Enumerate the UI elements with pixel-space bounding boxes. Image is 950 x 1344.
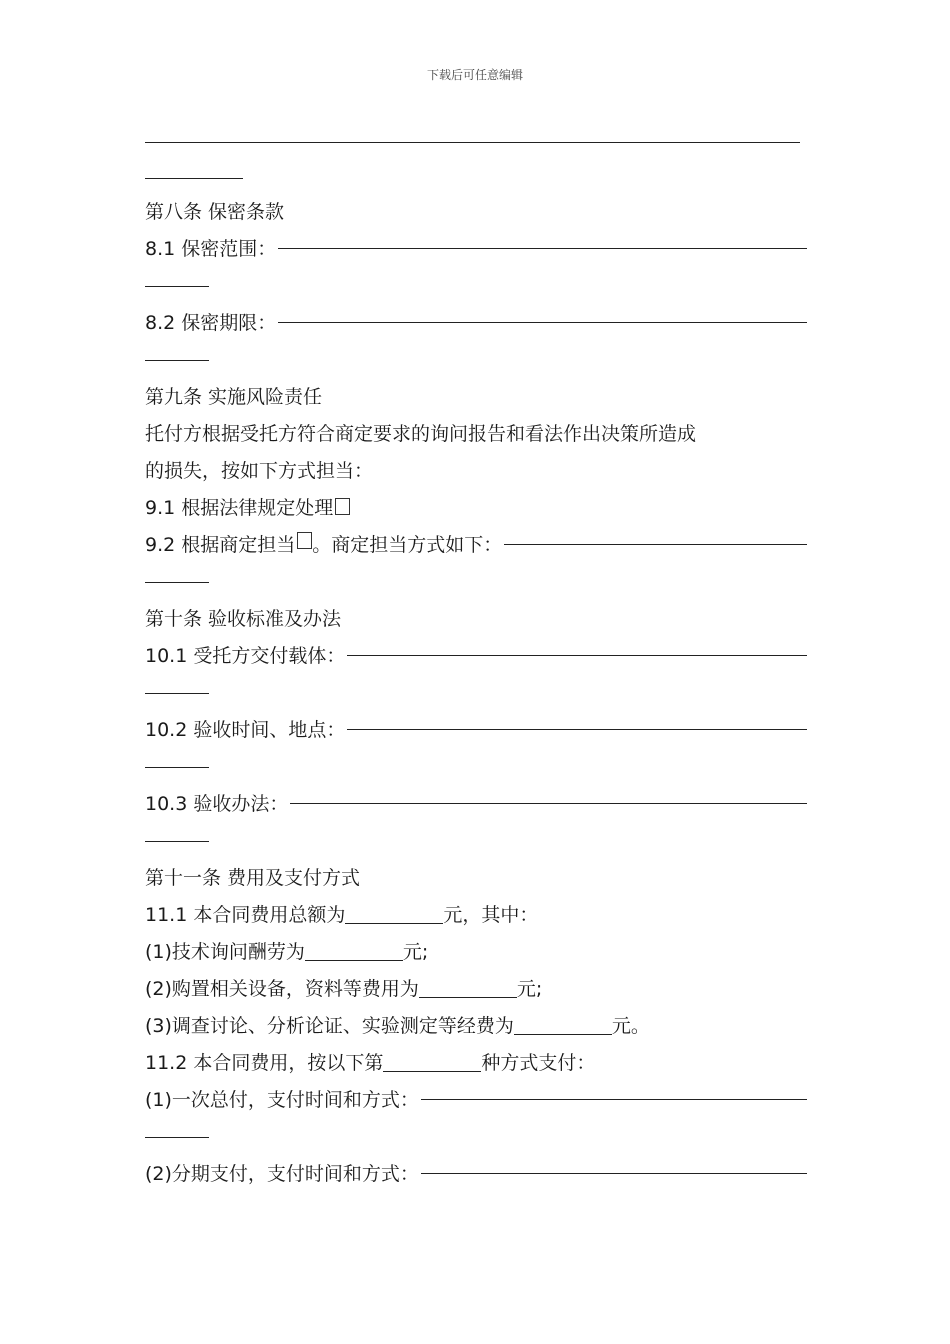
fill-blank[interactable] <box>278 322 807 323</box>
section-11-1-unit: 元，其中： <box>443 904 539 926</box>
sub3-unit: 元。 <box>611 1015 650 1037</box>
section-11-2-pay2 <box>145 1156 807 1193</box>
checkbox[interactable] <box>297 532 312 549</box>
fill-blank[interactable] <box>419 977 517 998</box>
section-8-1-label: 8.1 保密范围： <box>145 238 277 260</box>
section-8-title: 第八条 保密条款 <box>145 201 285 223</box>
fill-blank[interactable] <box>345 903 443 924</box>
sub2-label: (2)购置相关设备，资料等费用为 <box>145 978 419 1000</box>
fill-blank-tail <box>145 582 209 583</box>
blank-continuation <box>145 120 807 194</box>
fill-blank[interactable] <box>278 248 807 249</box>
section-11-2 <box>145 1045 807 1082</box>
section-8-1 <box>145 231 807 268</box>
section-9-1-label: 9.1 根据法律规定处理 <box>145 497 334 519</box>
section-11-1-sub1 <box>145 934 807 971</box>
section-11-title: 第十一条 费用及支付方式 <box>145 867 361 889</box>
section-10-1 <box>145 638 807 675</box>
fill-blank[interactable] <box>514 1014 612 1035</box>
pay2-label: (2)分期支付，支付时间和方式： <box>145 1163 419 1185</box>
fill-blank-tail <box>145 360 209 361</box>
section-11-1-sub2 <box>145 971 807 1008</box>
section-9-2-label: 9.2 根据商定担当 <box>145 534 296 556</box>
fill-blank[interactable] <box>504 544 807 545</box>
section-10-3-tail <box>145 823 807 860</box>
section-8-2-label: 8.2 保密期限： <box>145 312 277 334</box>
section-8-2-tail <box>145 342 807 379</box>
fill-blank[interactable] <box>421 1173 807 1174</box>
section-9-title: 第九条 实施风险责任 <box>145 386 323 408</box>
section-10-3-label: 10.3 验收办法： <box>145 793 289 815</box>
section-11-1-sub3 <box>145 1008 807 1045</box>
section-11-1 <box>145 897 807 934</box>
section-9-1 <box>145 490 807 527</box>
section-8-1-tail <box>145 268 807 305</box>
section-8-2 <box>145 305 807 342</box>
section-9-para-line2: 的损失，按如下方式担当： <box>145 460 374 482</box>
section-10-1-tail <box>145 675 807 712</box>
fill-blank-tail <box>145 286 209 287</box>
sub2-unit: 元; <box>516 978 543 1000</box>
section-11-2-pay1 <box>145 1082 807 1119</box>
sub3-label: (3)调查讨论、分析论证、实验测定等经费为 <box>145 1015 514 1037</box>
fill-blank-tail <box>145 841 209 842</box>
section-10-1-label: 10.1 受托方交付载体： <box>145 645 346 667</box>
fill-blank[interactable] <box>383 1051 481 1072</box>
section-9-para-line1: 托付方根据受托方符合商定要求的询问报告和看法作出决策所造成 <box>145 423 697 445</box>
sub1-label: (1)技术询问酬劳为 <box>145 941 305 963</box>
fill-blank[interactable] <box>421 1099 807 1100</box>
document-body <box>145 120 807 1193</box>
section-10-3 <box>145 786 807 823</box>
section-10-2-label: 10.2 验收时间、地点： <box>145 719 346 741</box>
fill-blank[interactable] <box>290 803 807 804</box>
section-11-2-label: 11.2 本合同费用，按以下第 <box>145 1052 384 1074</box>
section-10-title: 第十条 验收标准及办法 <box>145 608 342 630</box>
page-header: 下载后可任意编辑 <box>426 68 523 82</box>
section-11-2-pay1-tail <box>145 1119 807 1156</box>
fill-blank-tail <box>145 1137 209 1138</box>
fill-blank[interactable] <box>347 655 807 656</box>
sub1-unit: 元; <box>402 941 429 963</box>
section-11-1-label: 11.1 本合同费用总额为 <box>145 904 346 926</box>
section-9-2 <box>145 527 807 564</box>
section-9-2-tail <box>145 564 807 601</box>
fill-blank-tail <box>145 767 209 768</box>
section-11-2-label-b: 种方式支付： <box>481 1052 596 1074</box>
pay1-label: (1)一次总付，支付时间和方式： <box>145 1089 419 1111</box>
section-9-2-label-b: 。商定担当方式如下： <box>312 534 503 556</box>
section-10-2-tail <box>145 749 807 786</box>
blank-line <box>145 142 800 143</box>
checkbox[interactable] <box>335 498 350 515</box>
fill-blank-tail <box>145 693 209 694</box>
fill-blank[interactable] <box>305 940 403 961</box>
fill-blank[interactable] <box>347 729 807 730</box>
section-10-2 <box>145 712 807 749</box>
blank-line-tail <box>145 178 243 179</box>
